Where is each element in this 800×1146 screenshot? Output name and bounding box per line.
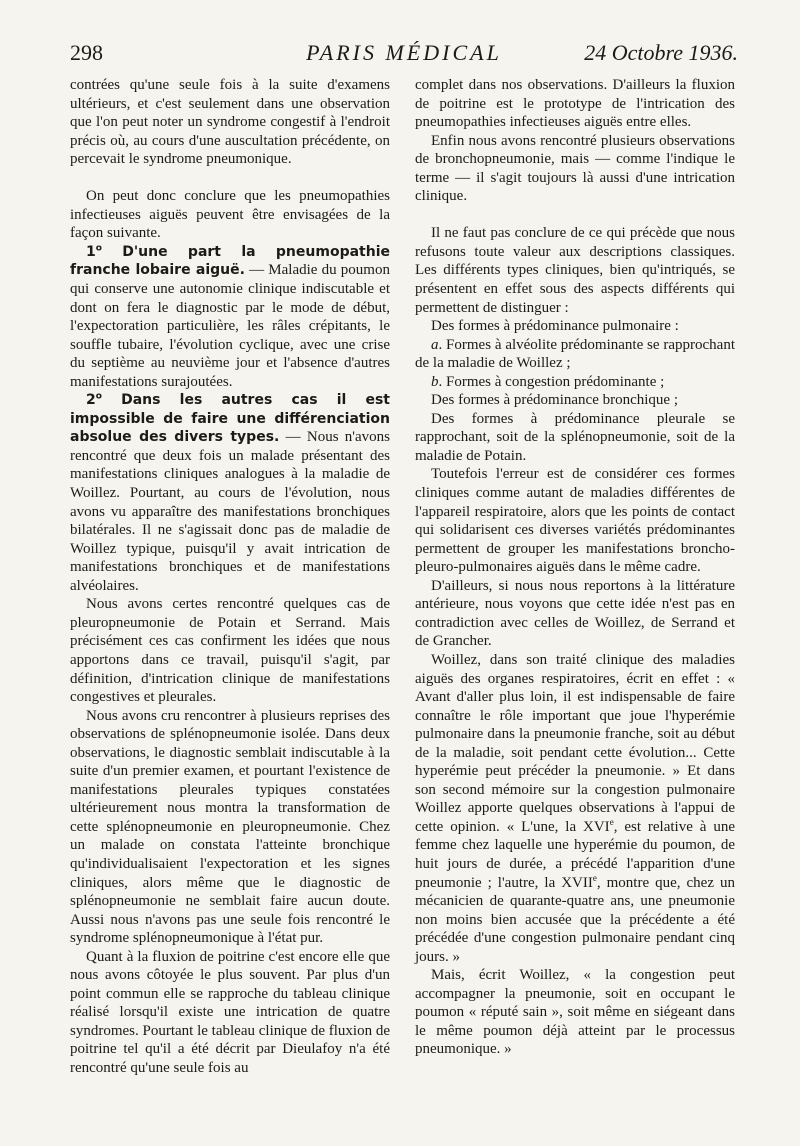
section-1 — [70, 243, 390, 391]
text-run: Woillez, dans son traité clinique des maladies aiguës des organes respiratoires, écrit en effet : « Avant d'aller plus loin, il est indispensable de faire connaître le rôle important que joue l'hyperémie pulmonaire dans la pneumonie franche, soit au début de la maladie, soit pendant cette évolution... Cette hyperémie peut précéder la pneumonie. » Et dans son second mémoire sur la congestion pulmonaire Woillez apporte quelques observations à l'appui de cette opinion. « L'une, la XVI — [415, 651, 735, 835]
paragraph: Il ne faut pas conclure de ce qui précède que nous refusons toute valeur aux descriptions classiques. Les différents types cliniques, bien qu'intriqués, se présentent en effet sous des aspects différents qui permettent de distinguer : — [415, 225, 735, 316]
page-number: 298 — [70, 40, 103, 65]
ordinal-superscript: e — [609, 816, 614, 827]
issue-date: 24 Octobre 1936. — [584, 40, 738, 65]
paragraph: D'ailleurs, si nous nous reportons à la littérature antérieure, nous voyons que cette idée n'est pas en contradiction avec celles de Woillez, de Serrand et de Grancher. — [415, 577, 735, 650]
section-body: — Nous n'avons rencontré que deux fois un malade présentant des manifestations cliniques analogues à la maladie de Woillez. Pourtant, au cours de l'évolution, nous avons vu apparaître des manifestations bronchiques bilatérales. Il ne s'agissait donc pas de maladie de Woillez typique, puisqu'il y avait intrication de manifestations bronchiques et de manifestations alvéolaires. — [70, 429, 390, 594]
section-body: — Maladie du poumon qui conserve une autonomie clinique indiscutable et dont on fera le diagnostic par le mode de début, l'expectoration particulière, les râles crépitants, le souffle tubaire, l'évolution cyclique, avec une crise du septième au neuvième jour et l'absence d'autres manifestations surajoutées. — [70, 262, 390, 390]
text-run: , montre que, chez un mécanicien de quarante-quatre ans, une pneumonie non moins bien accusée que la précédente a été précédée d'une congestion pulmonaire pendant cinq jours. » — [415, 874, 735, 965]
list-text: . Formes à congestion prédominante ; — [438, 373, 665, 390]
left-column — [70, 76, 390, 1078]
list-item: Des formes à prédominance pleurale se rapprochant, soit de la splénopneumonie, soit de la maladie de Potain. — [415, 410, 735, 464]
section-number: 2 — [86, 392, 96, 409]
paragraph: Nous avons certes rencontré quelques cas de pleuropneumonie de Potain et Serrand. Mais précisément ces cas confirment les idées que nous apportons dans ce travail, puisqu'il s'agit, par définition, d'intrication clinique de manifestations congestives et pleurales. — [70, 596, 390, 706]
section-number: 1 — [86, 243, 96, 260]
paragraph: Enfin nous avons rencontré plusieurs observations de bronchopneumonie, mais — comme l'indique le terme — il s'agit toujours là aussi d'une intrication clinique. — [415, 132, 735, 205]
section-title: D'une part la pneumopathie franche lobaire aiguë. — [70, 243, 390, 279]
section-title: Dans les autres cas il est impossible de faire une différenciation absolue des divers types. — [70, 392, 390, 446]
section-2 — [70, 391, 390, 595]
right-column — [415, 76, 735, 1059]
paragraph: complet dans nos observations. D'ailleurs la fluxion de poitrine est le prototype de l'intrication des pneumopathies infectieuses aiguës entre elles. — [415, 77, 735, 131]
paragraph: Toutefois l'erreur est de considérer ces formes cliniques comme autant de maladies différentes de l'appareil respiratoire, alors que les points de contact qui solidarisent ces diverses variétés prédominantes permettent de grouper les manifestations broncho-pleuro-pulmonaires aiguës dans le même cadre. — [415, 466, 735, 576]
list-item: Des formes à prédominance bronchique ; — [431, 392, 678, 409]
paragraph: Mais, écrit Woillez, « la congestion peut accompagner la pneumonie, soit en occupant le poumon « réputé sain », soit même en siégeant dans le même poumon déjà atteint par le processus pneumonique. » — [415, 967, 735, 1058]
list-item — [415, 336, 735, 373]
paragraph — [415, 651, 735, 966]
paragraph: On peut donc conclure que les pneumopathies infectieuses aiguës peuvent être envisagées de la façon suivante. — [70, 188, 390, 242]
list-item — [415, 373, 735, 392]
list-item: Des formes à prédominance pulmonaire : — [431, 318, 679, 335]
ordinal-superscript: e — [592, 872, 597, 883]
paragraph: contrées qu'une seule fois à la suite d'examens ultérieurs, et c'est seulement dans une observation que l'on peut noter un syndrome congestif à l'endroit précis où, au cours d'une auscultation précédente, on percevait le syndrome pneumonique. — [70, 77, 390, 168]
ordinal-superscript: o — [95, 391, 102, 402]
list-text: . Formes à alvéolite prédominante se rapprochant de la maladie de Woillez ; — [415, 336, 735, 372]
list-letter: a — [431, 336, 439, 353]
journal-title: PARIS MÉDICAL — [306, 40, 502, 65]
list-letter: b — [431, 373, 439, 390]
text-run: , est relative à une femme chez laquelle une hyperémie du poumon, de huit jours de durée, a précédé l'apparition d'une pneumonie ; l'autre, la XVII — [415, 818, 736, 891]
page-header — [70, 40, 738, 70]
ordinal-superscript: o — [95, 243, 102, 254]
paragraph: Quant à la fluxion de poitrine c'est encore elle que nous avons côtoyée le plus souvent. Par plus d'un point commun elle se rapproche du tableau clinique réalisé lorsqu'il existe une intrication de quatre syndromes. Pourtant le tableau clinique de fluxion de poitrine tel qu'il a été décrit par Dieulafoy n'a été rencontré qu'une seule fois au — [70, 948, 390, 1076]
paragraph: Nous avons cru rencontrer à plusieurs reprises des observations de splénopneumonie isolée. Dans deux observations, le diagnostic semblait indiscutable à la suite d'un premier examen, et pourtant l'existence de manifestations pleurales typiques constatées ultérieurement nous montra la transformation de cette splénopneumonie en pleuropneumonie. Chez un malade on constata l'atteinte bronchique qu'individualisaient l'expectoration et les signes cliniques, alors même que le diagnostic de splénopneumonie ne semblait faire aucun doute. Aussi nous n'avons pas une seule fois rencontré le syndrome splénopneumonique à l'état pur. — [70, 707, 390, 947]
